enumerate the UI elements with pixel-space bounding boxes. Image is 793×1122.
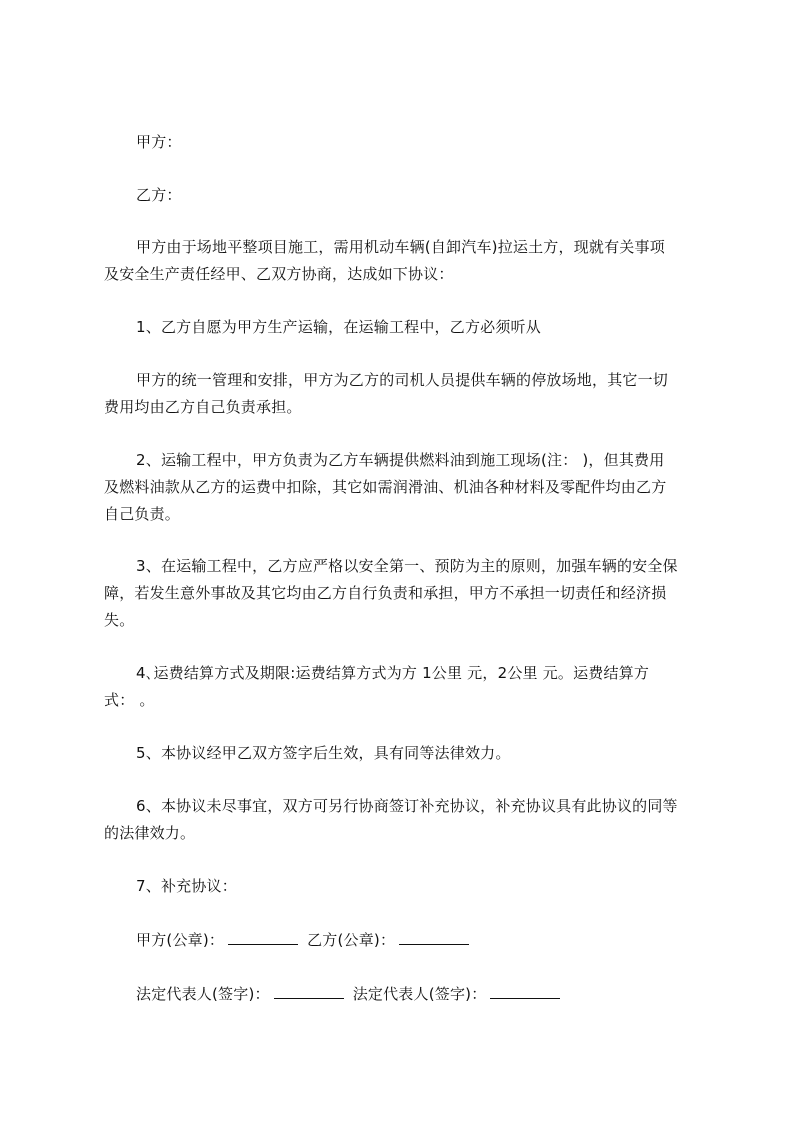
clause-4-line-1: 4､运费结算方式及期限:运费结算方式为方 1公里 元，2公里 元。运费结算方 bbox=[136, 664, 650, 682]
party-a-seal-blank bbox=[228, 930, 298, 945]
clause-1-line-2: 甲方的统一管理和安排，甲方为乙方的司机人员提供车辆的停放场地，其它一切 bbox=[136, 371, 669, 389]
clause-6-line-2: 的法律效力。 bbox=[104, 824, 196, 842]
party-a-representative-label: 法定代表人(签字)： bbox=[136, 985, 270, 1003]
party-b-seal-label: 乙方(公章)： bbox=[307, 931, 396, 949]
party-b-representative-label: 法定代表人(签字)： bbox=[352, 985, 487, 1003]
representative-signature-row bbox=[136, 983, 564, 1005]
clause-2-line-2: 及燃料油款从乙方的运费中扣除，其它如需润滑油、机油各种材料及零配件均由乙方 bbox=[104, 478, 667, 496]
intro-line-1: 甲方由于场地平整项目施工，需用机动车辆(自卸汽车)拉运土方，现就有关事项 bbox=[136, 238, 665, 256]
party-b-label: 乙方： bbox=[136, 186, 182, 204]
party-a-representative-blank bbox=[274, 984, 344, 999]
clause-7-line-1: 7、补充协议： bbox=[136, 877, 237, 895]
clause-5-line-1: 5、本协议经甲乙双方签字后生效，具有同等法律效力。 bbox=[136, 744, 511, 762]
clause-3-line-3: 失。 bbox=[104, 611, 135, 629]
party-a-label: 甲方： bbox=[136, 133, 182, 151]
clause-2-line-3: 自己负责。 bbox=[104, 505, 181, 523]
seal-signature-row bbox=[136, 929, 473, 951]
party-b-representative-blank bbox=[490, 984, 560, 999]
clause-1-line-1: 1、乙方自愿为甲方生产运输，在运输工程中，乙方必须听从 bbox=[136, 318, 541, 336]
clause-1-line-3: 费用均由乙方自己负责承担。 bbox=[104, 398, 302, 416]
party-b-seal-blank bbox=[399, 930, 469, 945]
intro-line-2: 及安全生产责任经甲、乙双方协商，达成如下协议： bbox=[104, 265, 454, 283]
clause-6-line-1: 6、本协议未尽事宜，双方可另行协商签订补充协议，补充协议具有此协议的同等 bbox=[136, 797, 678, 815]
clause-4-line-2: 式： 。 bbox=[104, 691, 155, 709]
clause-3-line-2: 障，若发生意外事故及其它均由乙方自行负责和承担，甲方不承担一切责任和经济损 bbox=[104, 584, 667, 602]
party-a-seal-label: 甲方(公章)： bbox=[136, 931, 225, 949]
clause-3-line-1: 3、在运输工程中，乙方应严格以安全第一、预防为主的原则，加强车辆的安全保 bbox=[136, 557, 678, 575]
clause-2-line-1: 2、运输工程中，甲方负责为乙方车辆提供燃料油到施工现场(注： )，但其费用 bbox=[136, 451, 665, 469]
